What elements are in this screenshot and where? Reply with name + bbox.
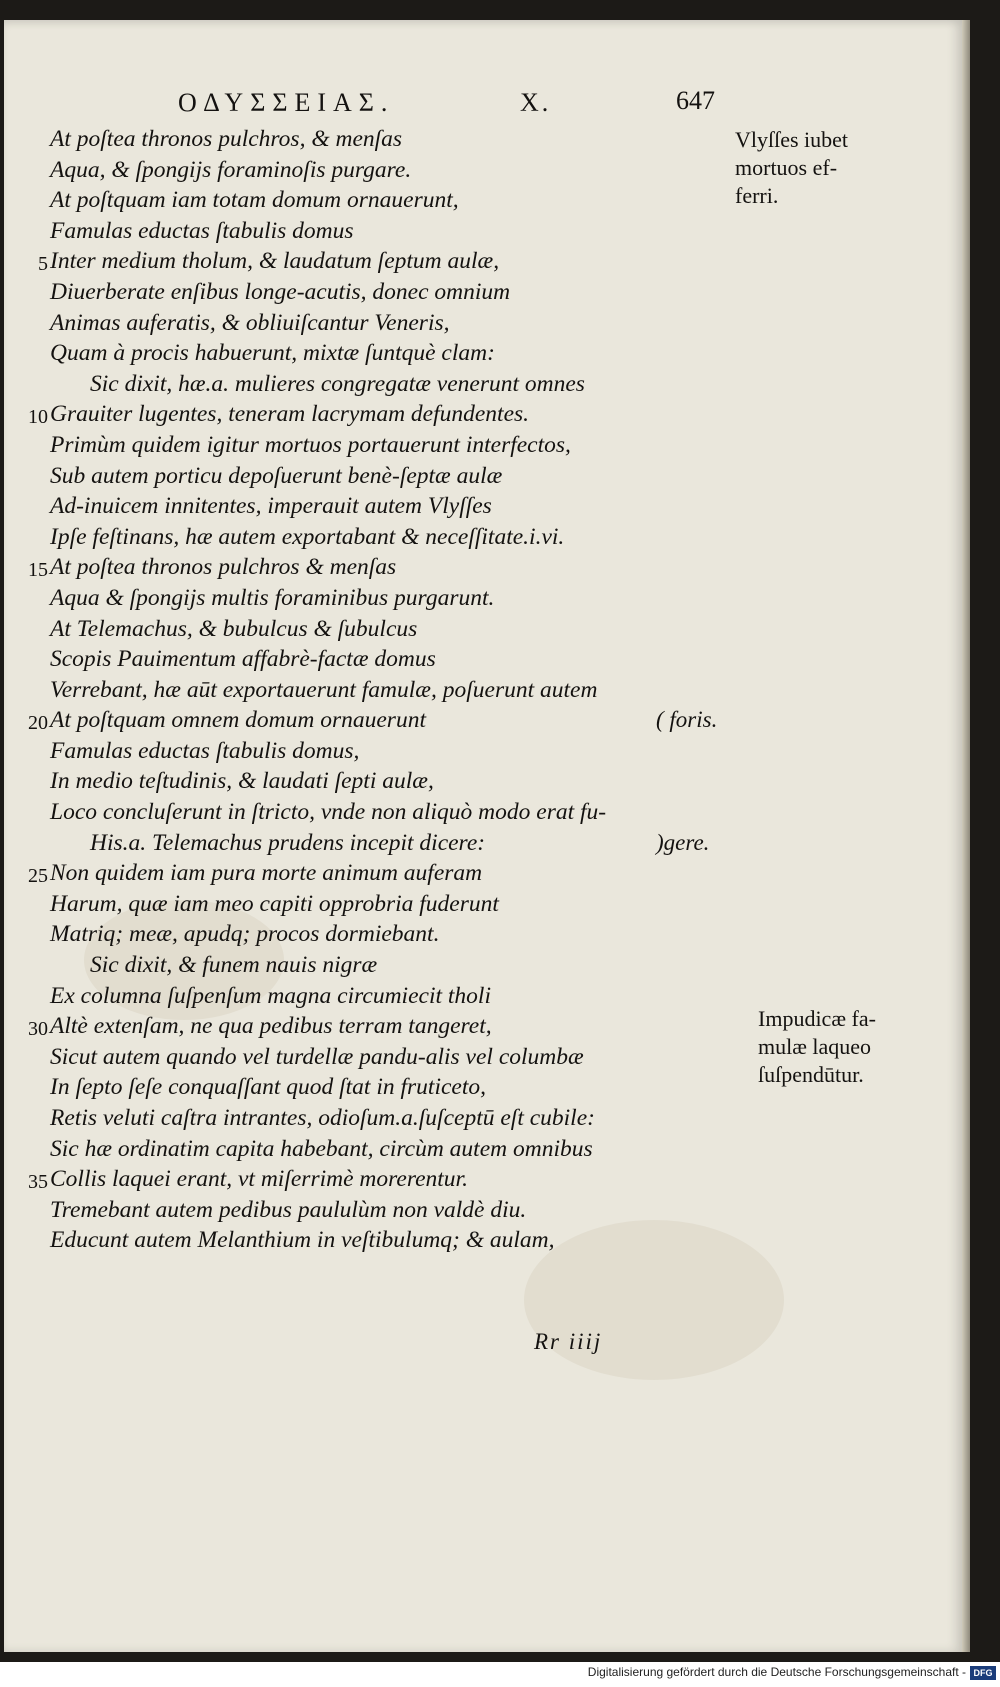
verse-line xyxy=(0,858,1000,889)
verse-line xyxy=(0,399,1000,430)
verse-line xyxy=(0,552,1000,583)
verse-line xyxy=(0,430,1000,461)
verse-line-text: Famulas eductas ſtabulis domus xyxy=(50,217,354,244)
signature-mark: Rr iiij xyxy=(534,1329,603,1354)
dfg-logo: DFG xyxy=(970,1666,996,1680)
verse-line-text: Ad-inuicem innitentes, imperauit autem Vlyſſes xyxy=(50,493,492,520)
line-continuation: )gere. xyxy=(656,829,710,855)
verse-line-text: At poſtquam iam totam domum ornauerunt, xyxy=(50,187,459,214)
verse-line-text: Grauiter lugentes, teneram lacrymam defundentes. xyxy=(50,401,530,428)
verse-line xyxy=(0,736,1000,767)
verse-line xyxy=(0,705,1000,736)
verse-line xyxy=(0,1103,1000,1134)
verse-line xyxy=(0,889,1000,920)
verse-line xyxy=(0,950,1000,981)
line-number: 5 xyxy=(38,253,48,276)
verse-line-text: Tremebant autem pedibus paululùm non valdè diu. xyxy=(50,1196,527,1223)
verse-line xyxy=(0,491,1000,522)
verse-line-text: Ex columna ſuſpenſum magna circumiecit tholi xyxy=(50,982,491,1009)
verse-line-text: Collis laquei erant, vt miſerrimè morerentur. xyxy=(50,1166,468,1193)
verse-line-text: Famulas eductas ſtabulis domus, xyxy=(50,737,360,764)
verse-line xyxy=(0,522,1000,553)
marginal-note-1 xyxy=(735,126,848,210)
verse-line-text: Inter medium tholum, & laudatum ſeptum aulæ, xyxy=(50,248,500,275)
verse-line xyxy=(0,124,1000,155)
verse-line-text: Retis veluti caſtra intrantes, odioſum.a.ſuſceptū eſt cubile: xyxy=(50,1105,595,1131)
marginal-note-line: mortuos ef- xyxy=(735,155,838,180)
footer-bar xyxy=(0,1662,1000,1687)
verse-line-text: Harum, quæ iam meo capiti opprobria fuderunt xyxy=(50,890,499,917)
verse-line-text: At Telemachus, & bubulcus & ſubulcus xyxy=(50,615,418,642)
verse-line xyxy=(0,766,1000,797)
verse-line-text: Altè extenſam, ne qua pedibus terram tangeret, xyxy=(50,1013,492,1040)
verse-line-text: Sic hæ ordinatim capita habebant, circùm autem omnibus xyxy=(50,1135,593,1162)
verse-line-text: Aqua & ſpongijs multis foraminibus purgarunt. xyxy=(50,584,495,611)
line-number: 35 xyxy=(28,1171,48,1194)
line-number: 10 xyxy=(28,406,48,429)
verse-line-text: At poſtea thronos pulchros, & menſas xyxy=(50,126,403,152)
marginal-note-line: Vlyſſes iubet xyxy=(735,127,849,152)
running-header xyxy=(0,88,1000,118)
footer-credit: Digitalisierung gefördert durch die Deutsche Forschungsgemeinschaft - xyxy=(587,1665,966,1679)
verse-line xyxy=(0,675,1000,706)
verse-line xyxy=(0,246,1000,277)
verse-line-text: Sic dixit, & funem nauis nigræ xyxy=(90,952,378,979)
verse-line-text: Quam à procis habuerunt, mixtæ ſuntquè clam: xyxy=(50,340,495,367)
verse-line-text: At poſtquam omnem domum ornauerunt xyxy=(50,707,426,734)
verse-line-text: Sicut autem quando vel turdellæ pandu-alis vel columbæ xyxy=(50,1043,584,1070)
verse-line-text: Loco concluſerunt in ſtricto, vnde non aliquò modo erat fu- xyxy=(50,799,607,826)
verse-line xyxy=(0,155,1000,186)
marginal-note-line: Impudicæ fa- xyxy=(758,1006,876,1031)
marginal-note-2 xyxy=(758,1005,876,1089)
verse-line-text: In ſepto ſeſe conquaſſant quod ſtat in fruticeto, xyxy=(50,1074,486,1101)
verse-line xyxy=(0,338,1000,369)
running-title: ΟΔΥΣΣΕΙΑΣ. xyxy=(178,88,395,117)
verse-line xyxy=(0,919,1000,950)
verse-line xyxy=(0,797,1000,828)
verse-line-text: Diuerberate enſibus longe-acutis, donec omnium xyxy=(50,278,511,305)
verse-line-text: Matriq; meæ, apudq; procos dormiebant. xyxy=(50,921,440,948)
verse-line xyxy=(0,185,1000,216)
verse-line xyxy=(0,1195,1000,1226)
page-number: 647 xyxy=(676,86,715,115)
verse-line-text: Non quidem iam pura morte animum auferam xyxy=(50,860,483,887)
verse-line-text: Scopis Pauimentum affabrè-factæ domus xyxy=(50,646,436,673)
verse-line-text: In medio teſtudinis, & laudati ſepti aulæ, xyxy=(50,768,434,795)
verse-line-text: Aqua, & ſpongijs foraminoſis purgare. xyxy=(50,156,412,183)
line-number: 15 xyxy=(28,559,48,582)
verse-line-text: His.a. Telemachus prudens incepit dicere: xyxy=(90,829,486,856)
verse-line-text: Primùm quidem igitur mortuos portauerunt interfectos, xyxy=(50,431,571,458)
verse-line-text: Sic dixit, hæ.a. mulieres congregatæ venerunt omnes xyxy=(90,370,585,397)
line-number: 25 xyxy=(28,865,48,888)
line-number: 30 xyxy=(28,1018,48,1041)
verse-line xyxy=(0,216,1000,247)
book-number: Χ. xyxy=(520,88,552,117)
verse-line xyxy=(0,644,1000,675)
verse-line-text: At poſtea thronos pulchros & menſas xyxy=(50,554,397,581)
verse-line xyxy=(0,1225,1000,1256)
verse-line xyxy=(0,461,1000,492)
verse-line-text: Sub autem porticu depoſuerunt benè-ſeptæ aulæ xyxy=(50,462,503,489)
verse-line-text: Animas auferatis, & obliuiſcantur Veneris, xyxy=(50,309,450,336)
marginal-note-line: ſuſpendūtur. xyxy=(758,1062,864,1087)
verse-line xyxy=(0,583,1000,614)
line-number: 20 xyxy=(28,712,48,735)
verse-line-text: Verrebant, hæ aūt exportauerunt famulæ, poſuerunt autem xyxy=(50,676,598,703)
line-continuation: ( foris. xyxy=(656,707,718,733)
verse-line xyxy=(0,1164,1000,1195)
verse-line-text: Ipſe feſtinans, hæ autem exportabant & neceſſitate.i.vi. xyxy=(50,523,565,550)
marginal-note-line: ferri. xyxy=(735,183,779,208)
verse-line xyxy=(0,308,1000,339)
verse-line xyxy=(0,828,1000,859)
verse-line xyxy=(0,369,1000,400)
verse-line xyxy=(0,1134,1000,1165)
verse-line-text: Educunt autem Melanthium in veſtibulumq; & aulam, xyxy=(50,1227,555,1254)
marginal-note-line: mulæ laqueo xyxy=(758,1034,872,1059)
verse-line xyxy=(0,277,1000,308)
verse-line xyxy=(0,614,1000,645)
